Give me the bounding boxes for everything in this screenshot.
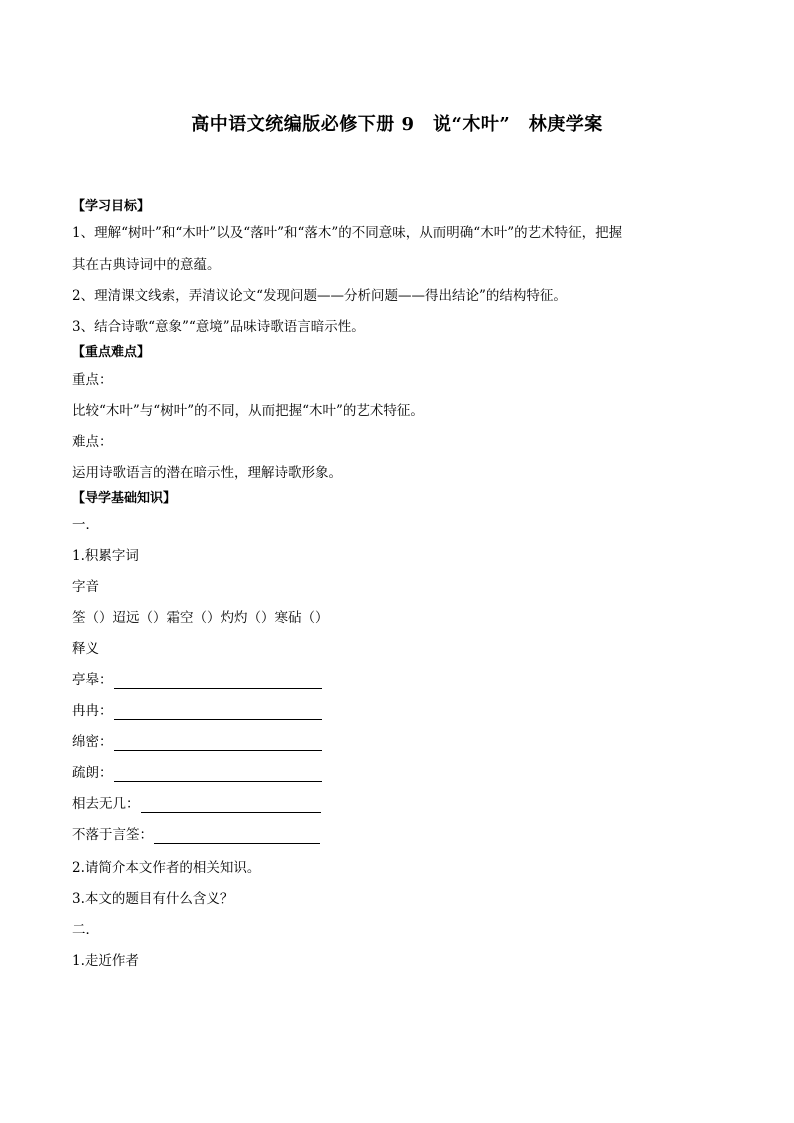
meaning-row <box>72 671 322 689</box>
pronunciation-label: 字音 <box>72 579 99 595</box>
meaning-term: 绵密： <box>72 734 113 750</box>
answer-blank[interactable] <box>114 674 322 689</box>
question-2: 2.请简介本文作者的相关知识。 <box>72 860 261 876</box>
meaning-label: 释义 <box>72 641 99 657</box>
meaning-row <box>72 733 322 751</box>
difficult-text: 运用诗歌语言的潜在暗示性，理解诗歌形象。 <box>72 465 342 481</box>
key-points-heading: 【重点难点】 <box>72 345 151 360</box>
part-2-label: 二． <box>72 922 99 938</box>
part-1-label: 一． <box>72 517 99 533</box>
objectives-heading: 【学习目标】 <box>72 199 151 214</box>
difficult-label: 难点： <box>72 434 113 450</box>
question-1: 1.积累字词 <box>72 548 139 564</box>
answer-blank[interactable] <box>114 705 322 720</box>
objective-3: 3、结合诗歌“意象”“意境”品味诗歌语言暗示性。 <box>72 319 365 335</box>
meaning-term: 冉冉： <box>72 703 113 719</box>
meaning-row <box>72 826 320 844</box>
objective-2: 2、理清课文线索，弄清议论文“发现问题——分析问题——得出结论”的结构特征。 <box>72 288 567 304</box>
page-title: 高中语文统编版必修下册 9 说“木叶” 林庚学案 <box>191 114 603 135</box>
answer-blank[interactable] <box>114 767 322 782</box>
key-text: 比较“木叶”与“树叶”的不同，从而把握“木叶”的艺术特征。 <box>72 403 424 419</box>
meaning-row <box>72 764 322 782</box>
answer-blank[interactable] <box>141 798 321 813</box>
objective-1-line-1: 1、理解“树叶”和“木叶”以及“落叶”和“落木”的不同意味，从而明确“木叶”的艺术特征，把握 <box>72 225 623 241</box>
objective-1-line-2: 其在古典诗词中的意蕴。 <box>72 257 221 273</box>
key-label: 重点： <box>72 372 113 388</box>
pronunciation-items: 筌（）迢远（）霜空（）灼灼（）寒砧（） <box>72 610 329 626</box>
meaning-term: 亭皋： <box>72 672 113 688</box>
meaning-term: 相去无几： <box>72 796 140 812</box>
meaning-row <box>72 702 322 720</box>
question-4: 1.走近作者 <box>72 953 139 969</box>
meaning-row <box>72 795 321 813</box>
question-3: 3.本文的题目有什么含义？ <box>72 891 234 907</box>
guide-heading: 【导学基础知识】 <box>72 491 177 506</box>
answer-blank[interactable] <box>114 736 322 751</box>
answer-blank[interactable] <box>154 829 320 844</box>
meaning-term: 不落于言筌： <box>72 827 153 843</box>
meaning-term: 疏朗： <box>72 765 113 781</box>
